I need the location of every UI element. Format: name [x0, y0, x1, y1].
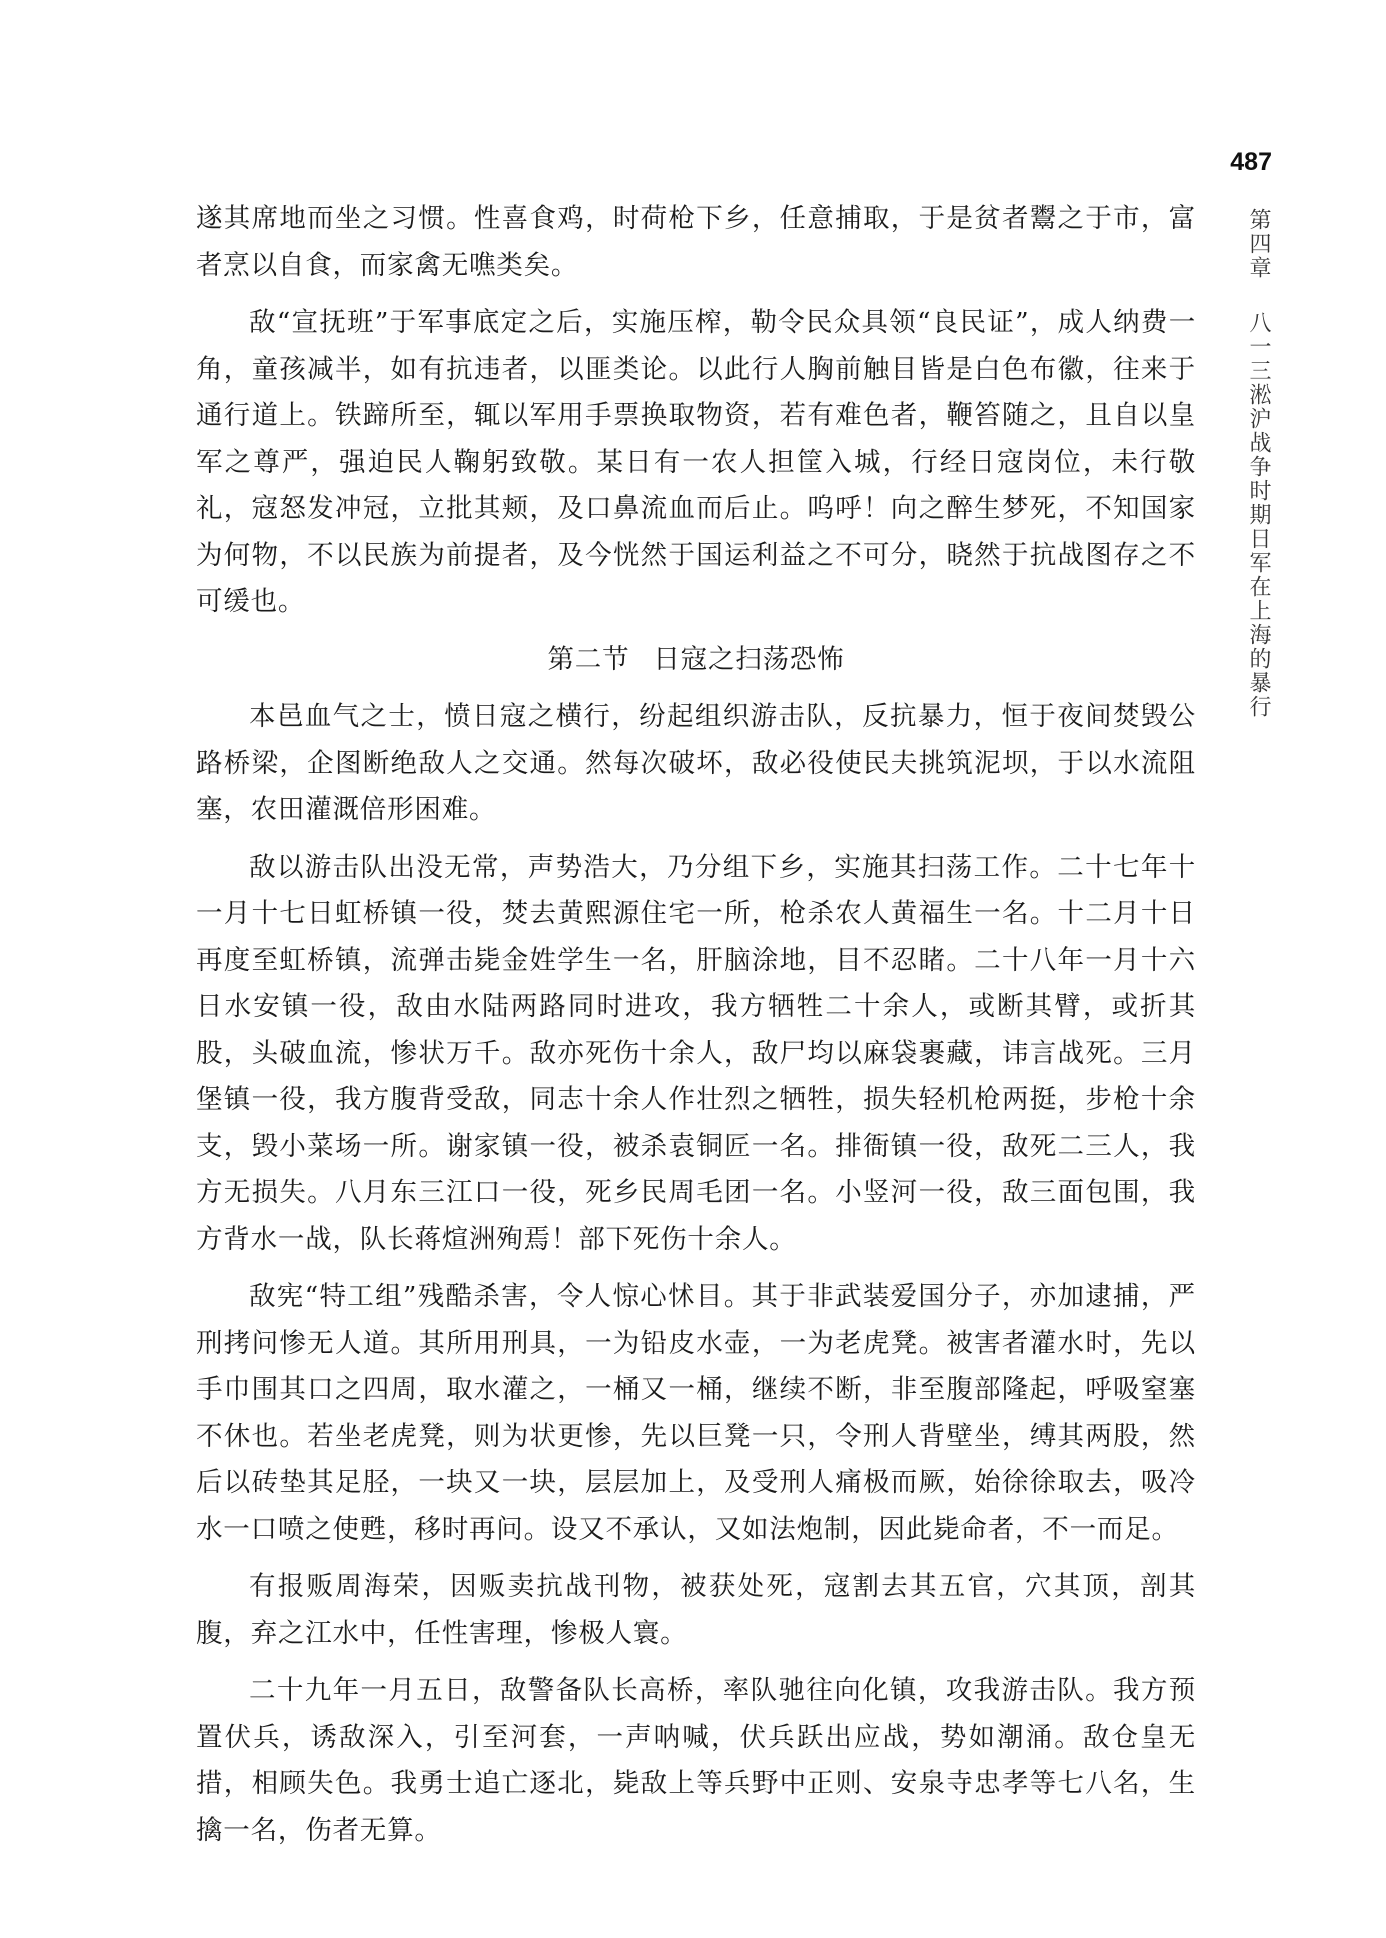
running-header-title: 八一三淞沪战争时期日军在上海的暴行 [1246, 311, 1271, 719]
running-header-chapter: 第四章 [1246, 208, 1271, 280]
paragraph: 敌以游击队出没无常，声势浩大，乃分组下乡，实施其扫荡工作。二十七年十一月十七日虹桥镇一役，焚去黄熙源住宅一所，枪杀农人黄福生一名。十二月十日再度至虹桥镇，流弹击毙金姓学生一名，肝脑涂地，目不忍睹。二十八年一月十六日水安镇一役，敌由水陆两路同时进攻，我方牺牲二十余人，或断其臂，或折其股，头破血流，惨状万千。敌亦死伤十余人，敌尸均以麻袋裹藏，讳言战死。三月堡镇一役，我方腹背受敌，同志十余人作壮烈之牺牲，损失轻机枪两挺，步枪十余支，毁小菜场一所。谢家镇一役，被杀袁铜匠一名。排衙镇一役，敌死二三人，我方无损失。八月东三江口一役，死乡民周毛团一名。小竖河一役，敌三面包围，我方背水一战，队长蒋煊洲殉焉！部下死伤十余人。 [196, 851, 1196, 1255]
section-heading [196, 637, 1196, 684]
running-header [1242, 208, 1274, 719]
paragraph: 二十九年一月五日，敌警备队长高桥，率队驰往向化镇，攻我游击队。我方预置伏兵，诱敌深入，引至河套，一声呐喊，伏兵跃出应战，势如潮涌。敌仓皇无措，相顾失色。我勇士追亡逐北，毙敌上等兵野中正则、安泉寺忠孝等七八名，生擒一名，伤者无算。 [196, 1675, 1196, 1846]
section-title: 日寇之扫荡恐怖 [653, 643, 845, 675]
section-number: 第二节 [547, 643, 630, 675]
paragraph: 本邑血气之士，愤日寇之横行，纷起组织游击队，反抗暴力，恒于夜间焚毁公路桥梁，企图断绝敌人之交通。然每次破坏，敌必役使民夫挑筑泥坝，于以水流阻塞，农田灌溉倍形困难。 [196, 701, 1196, 825]
page-number: 487 [1230, 148, 1272, 176]
paragraph-continued: 遂其席地而坐之习惯。性喜食鸡，时荷枪下乡，任意捕取，于是贫者鬻之于市，富者烹以自食，而家禽无噍类矣。 [196, 203, 1196, 281]
main-text [196, 196, 1196, 1865]
paragraph: 有报贩周海荣，因贩卖抗战刊物，被获处死，寇割去其五官，穴其顶，剖其腹，弃之江水中，任性害理，惨极人寰。 [196, 1571, 1196, 1649]
paragraph: 敌“宣抚班”于军事底定之后，实施压榨，勒令民众具领“良民证”，成人纳费一角，童孩减半，如有抗违者，以匪类论。以此行人胸前触目皆是白色布徽，往来于通行道上。铁蹄所至，辄以军用手票换取物资，若有难色者，鞭笞随之，且自以皇军之尊严，强迫民人鞠躬致敬。某日有一农人担筐入城，行经日寇岗位，未行敬礼，寇怒发冲冠，立批其颊，及口鼻流血而后止。呜呼！向之醉生梦死，不知国家为何物，不以民族为前提者，及今恍然于国运利益之不可分，晓然于抗战图存之不可缓也。 [196, 307, 1196, 617]
paragraph: 敌宪“特工组”残酷杀害，令人惊心怵目。其于非武装爱国分子，亦加逮捕，严刑拷问惨无人道。其所用刑具，一为铅皮水壶，一为老虎凳。被害者灌水时，先以手巾围其口之四周，取水灌之，一桶又一桶，继续不断，非至腹部隆起，呼吸窒塞不休也。若坐老虎凳，则为状更惨，先以巨凳一只，令刑人背壁坐，缚其两股，然后以砖垫其足胫，一块又一块，层层加上，及受刑人痛极而厥，始徐徐取去，吸冷水一口喷之使甦，移时再问。设又不承认，又如法炮制，因此毙命者，不一而足。 [196, 1281, 1196, 1545]
